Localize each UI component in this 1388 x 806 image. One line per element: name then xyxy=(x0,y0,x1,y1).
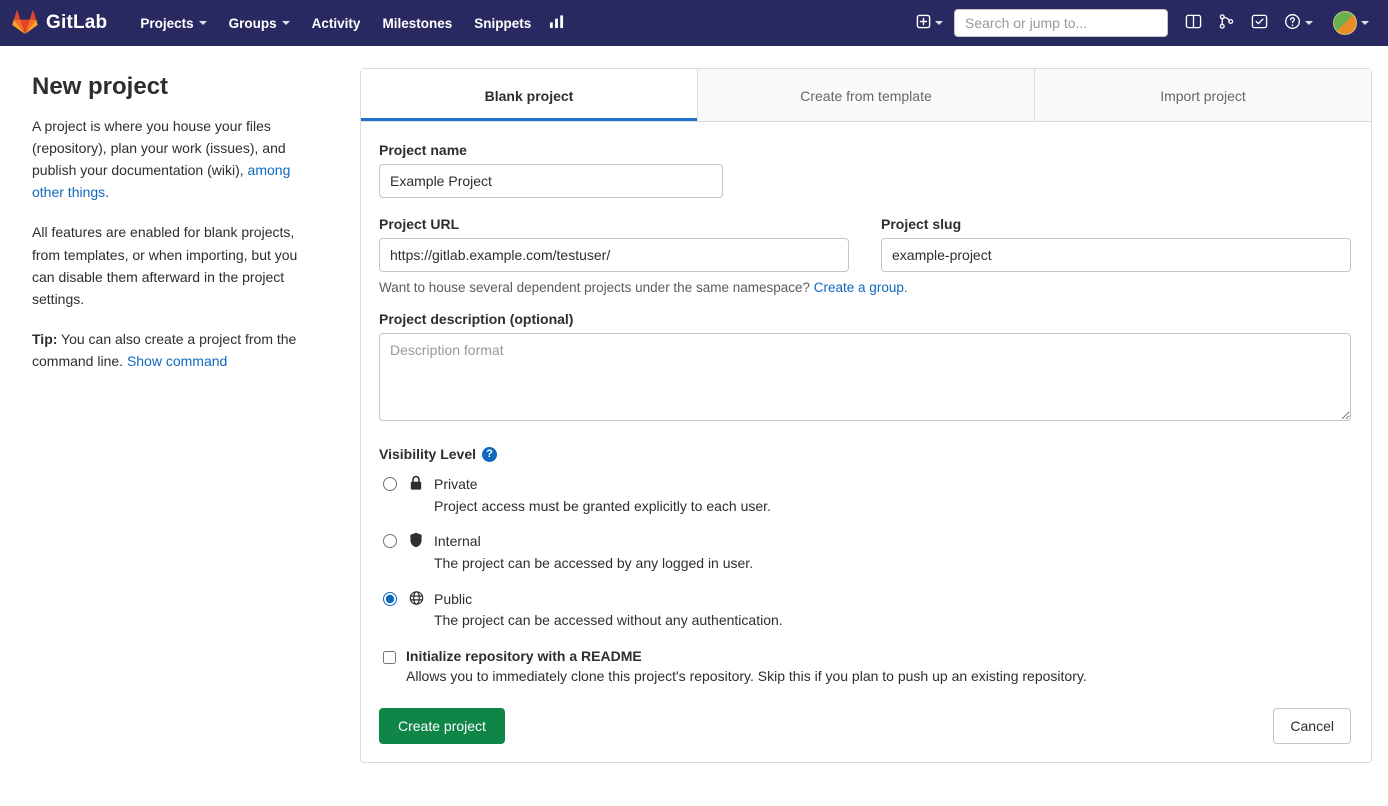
visibility-option-private[interactable] xyxy=(379,474,1351,517)
nav-links xyxy=(129,8,571,38)
visibility-radio-public[interactable] xyxy=(383,592,397,606)
namespace-hint-end: . xyxy=(903,280,908,295)
project-url-group xyxy=(379,216,849,272)
new-project-panel xyxy=(360,68,1372,763)
intro-text-1: A project is where you house your files (repository), plan your work (issues), and publish your documentation (wiki), xyxy=(32,118,286,179)
user-menu-button[interactable] xyxy=(1322,5,1376,41)
namespace-hint-text: Want to house several dependent projects under the same namespace? xyxy=(379,280,814,295)
visibility-options xyxy=(379,474,1351,632)
visibility-internal-desc: The project can be accessed by any logged in user. xyxy=(434,555,754,572)
intro-tip xyxy=(32,328,316,372)
intro-paragraph-2: All features are enabled for blank projects, from templates, or when importing, but you can disable them afterward in the project settings. xyxy=(32,224,298,307)
project-description-group xyxy=(379,311,1351,424)
initialize-readme-text xyxy=(406,648,1087,684)
todos-icon xyxy=(1251,13,1268,33)
nav-groups[interactable] xyxy=(218,10,301,37)
nav-groups-label: Groups xyxy=(228,15,277,31)
nav-activity-label: Activity xyxy=(311,15,361,31)
visibility-internal-name: Internal xyxy=(434,533,481,550)
visibility-private-name: Private xyxy=(434,476,478,492)
nav-snippets[interactable] xyxy=(463,10,542,37)
nav-milestones[interactable] xyxy=(371,10,463,37)
project-url-label: Project URL xyxy=(379,216,460,232)
initialize-readme-row[interactable] xyxy=(379,648,1351,684)
top-navbar xyxy=(0,0,1388,46)
project-name-input[interactable] xyxy=(379,164,723,198)
project-name-label: Project name xyxy=(379,142,467,158)
visibility-option-public[interactable] xyxy=(379,589,1351,632)
cancel-button[interactable]: Cancel xyxy=(1273,708,1351,744)
project-url-input[interactable] xyxy=(379,238,849,272)
sidebar-intro xyxy=(16,68,360,806)
project-tabs xyxy=(361,69,1371,122)
visibility-option-internal[interactable] xyxy=(379,531,1351,574)
initialize-readme-label: Initialize repository with a README xyxy=(406,648,642,665)
project-description-label: Project description (optional) xyxy=(379,311,574,327)
namespace-hint xyxy=(379,280,1351,295)
search-input[interactable] xyxy=(954,9,1168,37)
tab-blank-project[interactable]: Blank project xyxy=(361,69,698,121)
chevron-down-icon xyxy=(1361,21,1369,25)
show-command-link[interactable]: Show command xyxy=(126,352,228,369)
merge-requests-icon xyxy=(1218,13,1235,33)
chart-icon xyxy=(549,14,564,32)
nav-analytics-button[interactable] xyxy=(542,8,571,38)
create-a-group-link[interactable]: Create a group xyxy=(813,280,904,295)
among-other-things-link[interactable]: among other things xyxy=(32,162,291,201)
visibility-public-name: Public xyxy=(434,590,473,607)
visibility-internal-text xyxy=(434,531,753,574)
todos-icon-button[interactable] xyxy=(1244,7,1275,39)
visibility-private-desc: Project access must be granted explicitly to each user. xyxy=(434,497,771,514)
gitlab-tanuki-logo-icon xyxy=(12,10,38,37)
issues-icon-button[interactable] xyxy=(1178,7,1209,39)
navbar-right xyxy=(909,5,1376,41)
nav-activity[interactable] xyxy=(301,10,372,37)
visibility-level-heading xyxy=(379,446,1351,462)
shield-icon xyxy=(407,531,425,548)
chevron-down-icon xyxy=(282,21,290,25)
gitlab-brand-text: GitLab xyxy=(46,12,108,33)
form-actions xyxy=(379,708,1351,744)
intro-paragraph-1 xyxy=(32,115,316,203)
help-icon xyxy=(1284,13,1301,33)
project-slug-group xyxy=(881,216,1351,272)
nav-snippets-label: Snippets xyxy=(474,15,532,31)
tip-text: You can also create a project from the command line. xyxy=(32,330,297,369)
chevron-down-icon xyxy=(1305,21,1313,25)
project-slug-input[interactable] xyxy=(881,238,1351,272)
lock-icon xyxy=(407,474,425,491)
issues-icon xyxy=(1185,13,1202,33)
nav-projects-label: Projects xyxy=(140,15,194,31)
initialize-readme-description: Allows you to immediately clone this project's repository. Skip this if you plan to push up an existing repository. xyxy=(406,668,1087,685)
visibility-public-text xyxy=(434,589,783,632)
plus-square-icon xyxy=(916,14,931,32)
tab-create-from-template[interactable]: Create from template xyxy=(698,69,1035,121)
visibility-radio-internal[interactable] xyxy=(383,534,397,548)
nav-projects[interactable] xyxy=(129,10,217,37)
visibility-level-label: Visibility Level xyxy=(379,446,477,462)
chevron-down-icon xyxy=(935,21,943,25)
new-menu-button[interactable] xyxy=(909,8,950,38)
visibility-radio-private[interactable] xyxy=(383,477,397,491)
nav-milestones-label: Milestones xyxy=(382,15,453,31)
merge-requests-icon-button[interactable] xyxy=(1211,7,1242,39)
help-menu-button[interactable] xyxy=(1277,7,1320,39)
avatar xyxy=(1333,11,1357,35)
visibility-public-desc: The project can be accessed without any authentication. xyxy=(434,612,783,629)
intro-text-1-end: . xyxy=(105,184,110,201)
url-slug-row xyxy=(379,216,1351,272)
create-project-button[interactable]: Create project xyxy=(379,708,505,744)
page-title: New project xyxy=(32,73,169,100)
search-box[interactable] xyxy=(954,9,1168,37)
project-slug-label: Project slug xyxy=(881,216,962,232)
gitlab-logo-link[interactable] xyxy=(12,10,107,37)
tab-import-project[interactable]: Import project xyxy=(1035,69,1371,121)
tip-label: Tip: xyxy=(32,330,58,347)
visibility-help-icon[interactable]: ? xyxy=(482,447,497,462)
globe-icon xyxy=(407,589,425,606)
visibility-private-text xyxy=(434,474,771,517)
page-body xyxy=(0,46,1388,806)
project-description-textarea[interactable] xyxy=(379,333,1351,421)
new-project-form xyxy=(361,122,1371,762)
initialize-readme-checkbox[interactable] xyxy=(383,651,396,664)
chevron-down-icon xyxy=(199,21,207,25)
